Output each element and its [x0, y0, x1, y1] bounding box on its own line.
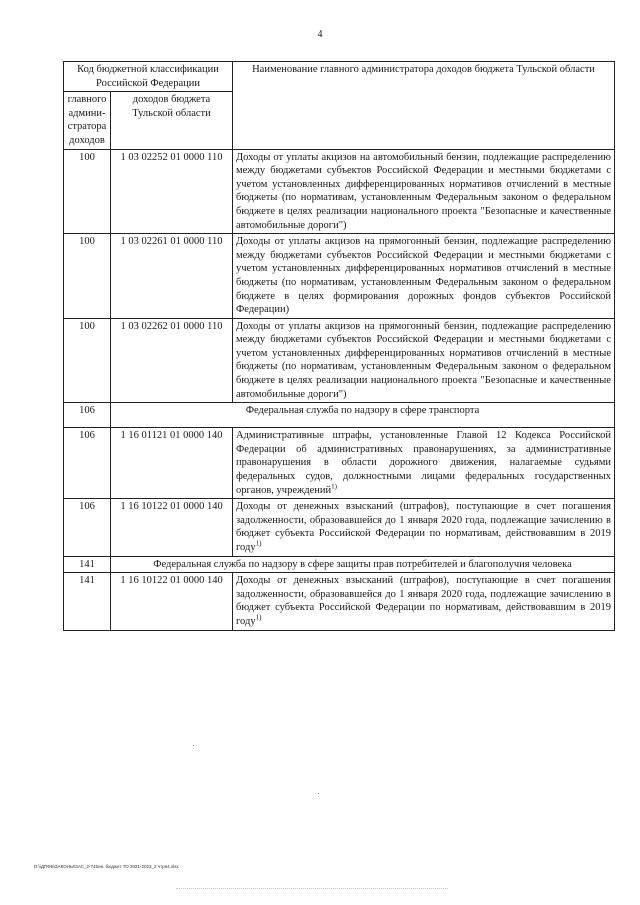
admin-code: 106 — [64, 403, 111, 428]
scan-speck — [318, 793, 319, 794]
budget-code: 1 03 02262 01 0000 110 — [111, 318, 233, 403]
scan-speck — [193, 745, 194, 746]
agency-name: Федеральная служба по надзору в сфере защиты прав потребителей и благополучия человека — [111, 556, 615, 573]
admin-code: 141 — [64, 573, 111, 630]
agency-row — [64, 556, 615, 573]
table-row — [64, 318, 615, 403]
table-row — [64, 499, 615, 556]
budget-code: 1 16 10122 01 0000 140 — [111, 573, 233, 630]
revenue-name — [233, 573, 615, 630]
budget-code: 1 16 10122 01 0000 140 — [111, 499, 233, 556]
admin-code: 100 — [64, 318, 111, 403]
faint-footer-line — [176, 888, 448, 890]
admin-code: 141 — [64, 556, 111, 573]
revenue-name-text: Доходы от денежных взысканий (штрафов), поступающие в счет погашения задолженности, образовавшейся до 1 января 2020 года, подлежащие зачислению в бюджет субъекта Российской Федерации по нормативам, действовавшим в 2019 году — [236, 501, 611, 553]
file-path-footer: D:\\ДПФБ\ЗАКОНЫ\ЗАС_2-745ин. бюджет ТО 2021-2023_2 чтрн4.xlsx — [34, 864, 179, 869]
admin-code: 100 — [64, 149, 111, 234]
admin-header: главного админи-стратора доходов — [64, 92, 111, 149]
kbk-header: Код бюджетной классификации Российской Федерации — [64, 62, 233, 92]
header-row-1 — [64, 62, 615, 92]
table-row — [64, 573, 615, 630]
agency-row — [64, 403, 615, 428]
admin-code: 106 — [64, 499, 111, 556]
table-row — [64, 428, 615, 499]
table-row — [64, 234, 615, 319]
footnote-mark: 1) — [255, 613, 262, 622]
revenue-name — [233, 499, 615, 556]
agency-name: Федеральная служба по надзору в сфере транспорта — [111, 403, 615, 428]
table-row — [64, 149, 615, 234]
revenue-name-text: Доходы от денежных взысканий (штрафов), поступающие в счет погашения задолженности, образовавшейся до 1 января 2020 года, подлежащие зачислению в бюджет субъекта Российской Федерации по нормативам, действовавшим в 2019 году — [236, 575, 611, 627]
admin-code: 106 — [64, 428, 111, 499]
revenue-name-text: Административные штрафы, установленные Главой 12 Кодекса Российской Федерации об административных правонарушениях, за административные правонарушения в области дорожного движения, налагаемые судьями федеральных судов, должностными лицами федеральных государственных органов, учреждений — [236, 430, 611, 496]
revenue-header: доходов бюджета Тульской области — [111, 92, 233, 149]
footnote-mark: 1) — [331, 482, 337, 491]
budget-code: 1 16 01121 01 0000 140 — [111, 428, 233, 499]
footnote-mark: 1) — [255, 539, 262, 548]
budget-code: 1 03 02261 01 0000 110 — [111, 234, 233, 319]
budget-code: 1 03 02252 01 0000 110 — [111, 149, 233, 234]
revenue-name — [233, 428, 615, 499]
name-header: Наименование главного администратора доходов бюджета Тульской области — [233, 62, 615, 150]
page-number: 4 — [317, 29, 323, 40]
revenue-name: Доходы от уплаты акцизов на прямогонный бензин, подлежащие распределению между бюджетами субъектов Российской Федерации и местными бюджетами с учетом установленных дифференцированных нормативов отчислений в местные бюджеты (по нормативам, установленным Федеральным законом о федеральном бюджете в целях формирования дорожных фондов субъектов Российской Федерации) — [233, 234, 615, 319]
revenue-name: Доходы от уплаты акцизов на автомобильный бензин, подлежащие распределению между бюджетами субъектов Российской Федерации и местными бюджетами с учетом установленных дифференцированных нормативов отчислений в местные бюджеты (по нормативам, установленным Федеральным законом о федеральном бюджете в целях реализации национального проекта "Безопасные и качественные автомобильные дороги") — [233, 149, 615, 234]
admin-code: 100 — [64, 234, 111, 319]
revenue-name: Доходы от уплаты акцизов на прямогонный бензин, подлежащие распределению между бюджетами субъектов Российской Федерации и местными бюджетами с учетом установленных дифференцированных нормативов отчислений в местные бюджеты (по нормативам, установленным Федеральным законом о федеральном бюджете в целях реализации национального проекта "Безопасные и качественные автомобильные дороги") — [233, 318, 615, 403]
revenue-table — [63, 61, 615, 631]
